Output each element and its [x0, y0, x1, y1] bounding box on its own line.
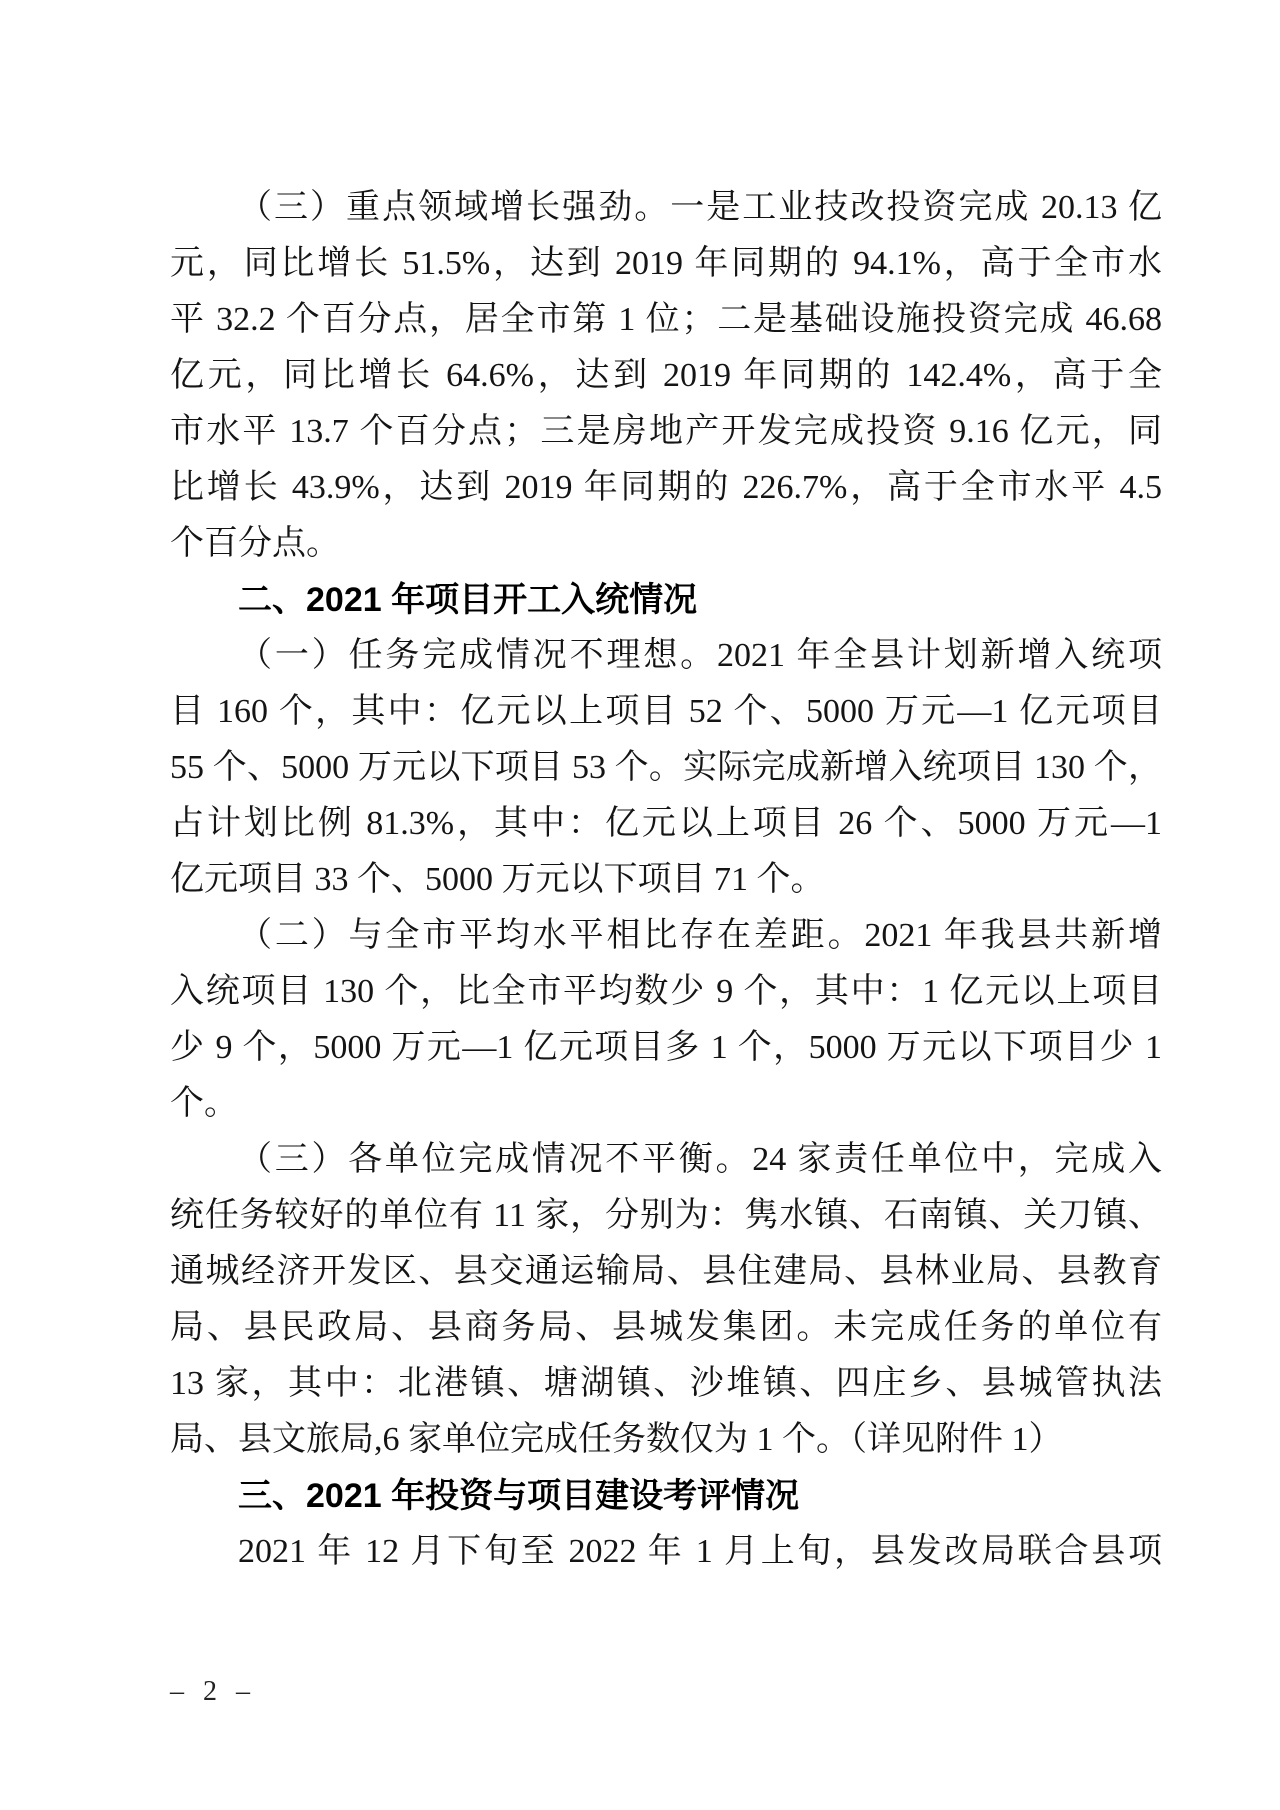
document-line — [170, 516, 1162, 572]
document-line-text: 占计划比例 81.3%，其中：亿元以上项目 26 个、5000 万元—1 — [170, 805, 1162, 842]
document-line — [170, 628, 1162, 684]
document-line-text: 三、2021 年投资与项目建设考评情况 — [238, 1477, 800, 1515]
document-line — [170, 1244, 1162, 1300]
document-line — [170, 1356, 1162, 1412]
document-line-text: 2021 年 12 月下旬至 2022 年 1 月上旬，县发改局联合县项 — [238, 1533, 1162, 1570]
document-line-text: （一）任务完成情况不理想。2021 年全县计划新增入统项 — [238, 637, 1162, 674]
document-line-text: 通城经济开发区、县交通运输局、县住建局、县林业局、县教育 — [170, 1253, 1162, 1290]
document-body — [170, 180, 1162, 1580]
document-line — [170, 964, 1162, 1020]
document-line-text: 局、县文旅局,6 家单位完成任务数仅为 1 个。（详见附件 1） — [170, 1421, 1063, 1458]
document-line — [170, 852, 1162, 908]
document-line — [170, 460, 1162, 516]
document-line-text: 亿元，同比增长 64.6%，达到 2019 年同期的 142.4%，高于全 — [170, 357, 1162, 394]
document-line-text: 13 家，其中：北港镇、塘湖镇、沙堆镇、四庄乡、县城管执法 — [170, 1365, 1162, 1402]
document-line — [170, 684, 1162, 740]
document-line-text: 比增长 43.9%，达到 2019 年同期的 226.7%，高于全市水平 4.5 — [170, 469, 1162, 506]
document-line-text: （二）与全市平均水平相比存在差距。2021 年我县共新增 — [238, 917, 1162, 954]
document-line-text: 市水平 13.7 个百分点；三是房地产开发完成投资 9.16 亿元，同 — [170, 413, 1162, 450]
document-line — [170, 348, 1162, 404]
document-line-text: 目 160 个，其中：亿元以上项目 52 个、5000 万元—1 亿元项目 — [170, 693, 1162, 730]
document-line-text: 个百分点。 — [170, 525, 340, 562]
document-line — [170, 1020, 1162, 1076]
document-line-text: 少 9 个，5000 万元—1 亿元项目多 1 个，5000 万元以下项目少 1 — [170, 1029, 1162, 1066]
document-line — [170, 1468, 1162, 1524]
document-line-text: 统任务较好的单位有 11 家，分别为：隽水镇、石南镇、关刀镇、 — [170, 1197, 1162, 1234]
document-line — [170, 908, 1162, 964]
document-line-text: 二、2021 年项目开工入统情况 — [238, 581, 698, 619]
page-number: – 2 – — [170, 1676, 256, 1707]
document-line — [170, 1300, 1162, 1356]
document-line — [170, 236, 1162, 292]
document-line — [170, 740, 1162, 796]
document-line-text: 55 个、5000 万元以下项目 53 个。实际完成新增入统项目 130 个， — [170, 749, 1162, 786]
document-line — [170, 1524, 1162, 1580]
document-line — [170, 1076, 1162, 1132]
document-line-text: 亿元项目 33 个、5000 万元以下项目 71 个。 — [170, 861, 825, 898]
document-line-text: 元，同比增长 51.5%，达到 2019 年同期的 94.1%，高于全市水 — [170, 245, 1162, 282]
document-line — [170, 1132, 1162, 1188]
document-line — [170, 404, 1162, 460]
document-line-text: 局、县民政局、县商务局、县城发集团。未完成任务的单位有 — [170, 1309, 1162, 1346]
document-line-text: 个。 — [170, 1085, 238, 1122]
document-line — [170, 1412, 1162, 1468]
document-line-text: 平 32.2 个百分点，居全市第 1 位；二是基础设施投资完成 46.68 — [170, 301, 1162, 338]
document-line — [170, 796, 1162, 852]
document-line — [170, 572, 1162, 628]
document-line — [170, 180, 1162, 236]
document-line — [170, 292, 1162, 348]
document-line-text: （三）重点领域增长强劲。一是工业技改投资完成 20.13 亿 — [238, 189, 1162, 226]
document-line — [170, 1188, 1162, 1244]
document-line-text: 入统项目 130 个，比全市平均数少 9 个，其中：1 亿元以上项目 — [170, 973, 1162, 1010]
document-line-text: （三）各单位完成情况不平衡。24 家责任单位中，完成入 — [238, 1141, 1162, 1178]
